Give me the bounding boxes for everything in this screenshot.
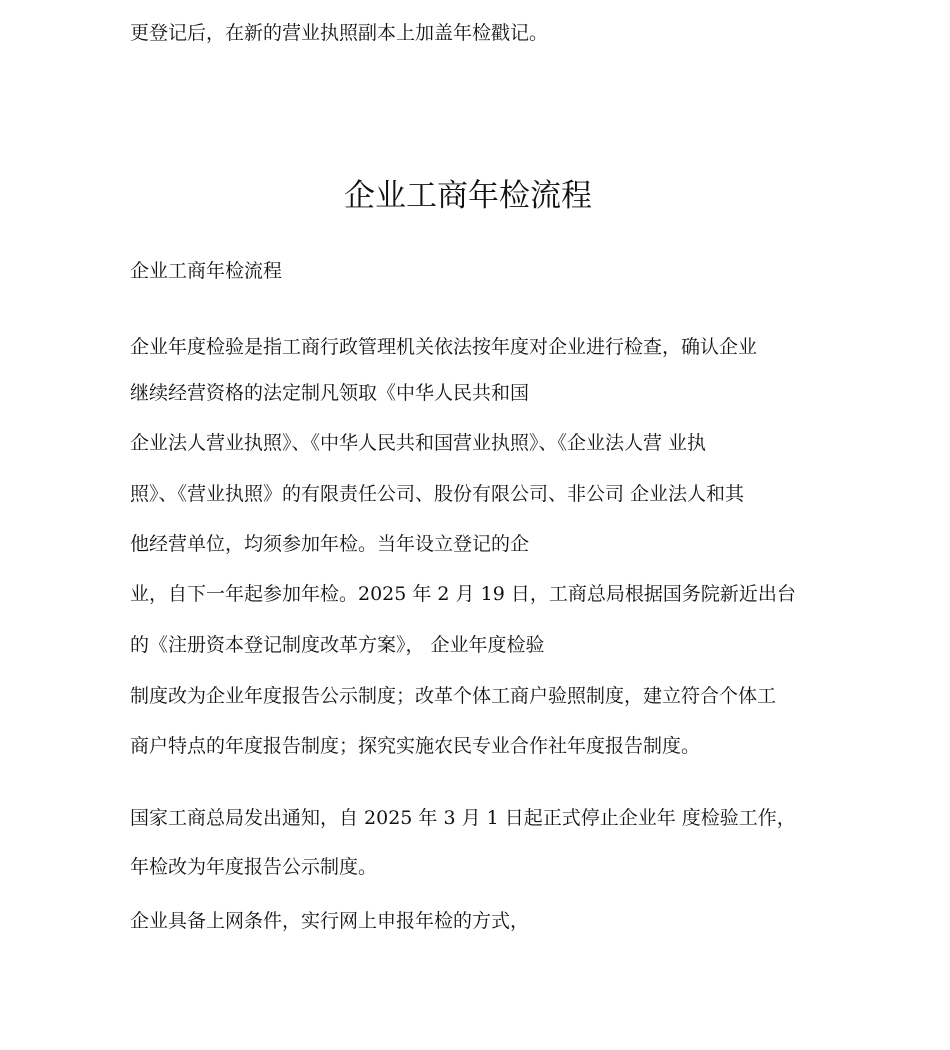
paragraph-line: 年检改为年度报告公示制度。: [130, 856, 378, 878]
paragraph-line: 制度改为企业年度报告公示制度；改革个体工商户验照制度，建立符合个体工: [130, 685, 777, 707]
paragraph-line: 照》、《营业执照》的有限责任公司、股份有限公司、非公司 企业法人和其: [130, 483, 745, 505]
paragraph-line: 商户特点的年度报告制度；探究实施农民专业合作社年度报告制度。: [130, 735, 701, 757]
paragraph-line: 业，自下一年起参加年检。2025 年 2 月 19 日，工商总局根据国务院新近出台: [130, 583, 796, 605]
paragraph-line: 国家工商总局发出通知，自 2025 年 3 月 1 日起正式停止企业年 度检验工作，: [130, 807, 796, 829]
paragraph-line: 企业法人营业执照》、《中华人民共和国营业执照》、《企业法人营 业执: [130, 432, 707, 454]
paragraph-line: 继续经营资格的法定制凡领取《中华人民共和国: [130, 382, 530, 404]
paragraph-line: 企业年度检验是指工商行政管理机关依法按年度对企业进行检查，确认企业: [130, 336, 758, 358]
paragraph-line: 他经营单位，均须参加年检。当年设立登记的企: [130, 533, 530, 555]
subtitle: 企业工商年检流程: [130, 260, 283, 282]
continuation-line: 更登记后，在新的营业执照副本上加盖年检戳记。: [130, 22, 549, 44]
page-title: 企业工商年检流程: [344, 178, 592, 214]
paragraph-line: 的《注册资本登记制度改革方案》， 企业年度检验: [130, 634, 545, 656]
paragraph-line: 企业具备上网条件，实行网上申报年检的方式，: [130, 910, 530, 932]
